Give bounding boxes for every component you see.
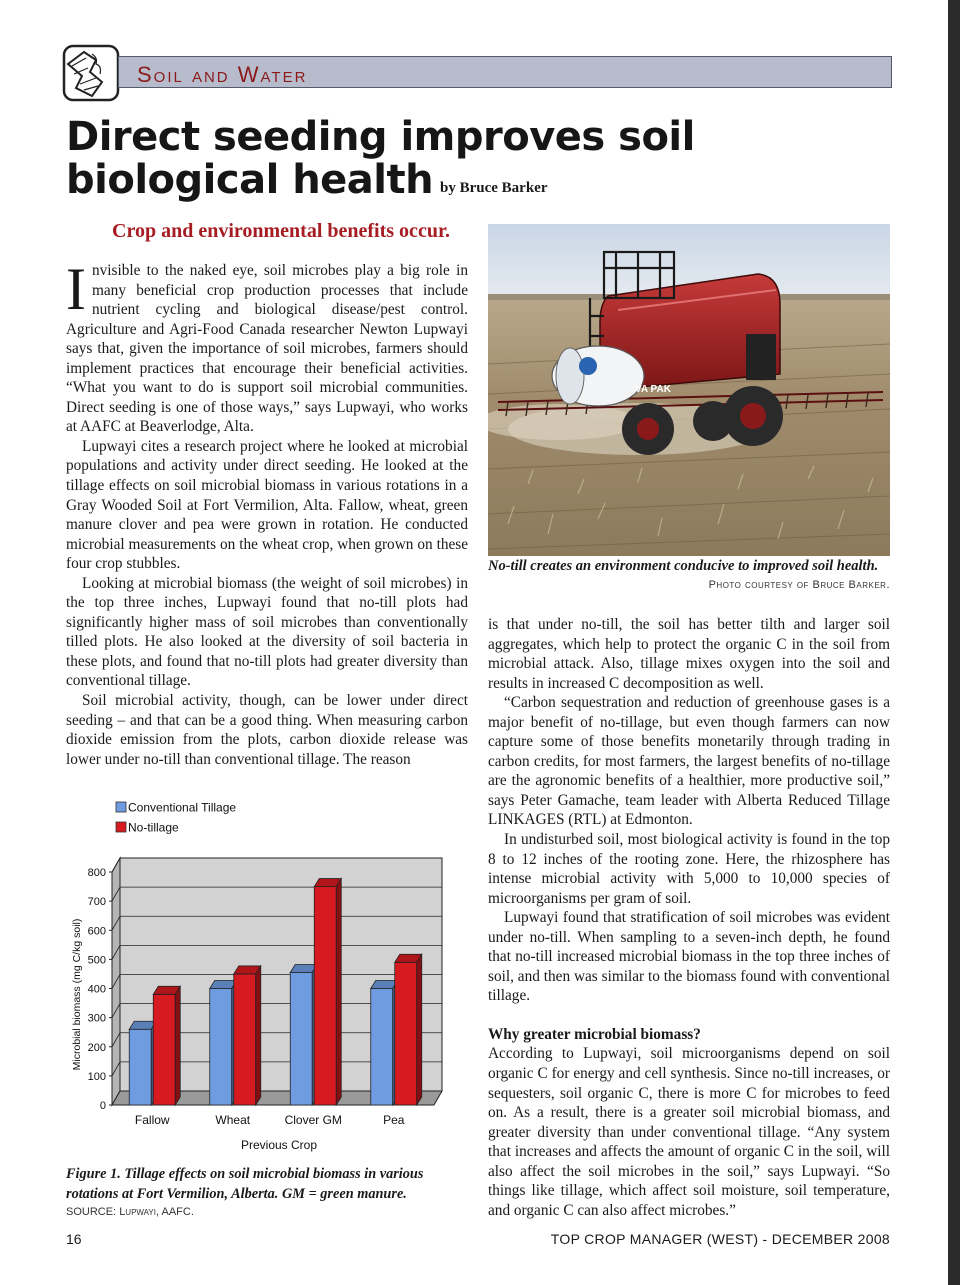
bar-side bbox=[417, 954, 422, 1105]
x-axis-title: Previous Crop bbox=[240, 1138, 318, 1152]
section-header bbox=[62, 44, 892, 104]
paragraph: According to Lupwayi, soil microorganisms depend on soil organic C for energy and cell synthesis. Since no-till increases, or sequesters, soil organic C, there is more C for microbes to feed on. As a result, there is a greater soil microbial biomass, and greater diversity than under conventional tillage. “Any system that increases and affects the amount of organic C in the soil, will also affect the soil microbes in the soil,” says Lupwayi. “So things like tillage, which affect soil moisture, soil temperature, and organic C can also affect microbes.” bbox=[488, 1045, 890, 1219]
article-subhead: Crop and environmental benefits occur. bbox=[112, 220, 450, 242]
section-bar bbox=[118, 56, 892, 88]
y-tick-label: 800 bbox=[87, 867, 106, 879]
photo-caption: No-till creates an environment conducive to improved soil health. bbox=[488, 558, 879, 574]
drop-cap: I bbox=[66, 256, 86, 322]
y-tick-label: 500 bbox=[87, 954, 106, 967]
bar-no-tillage-wheat bbox=[234, 974, 256, 1105]
figure-source-label: SOURCE: bbox=[66, 1206, 117, 1218]
paragraph: Soil microbial activity, though, can be lower under direct seeding – and that can be a good thing. When measuring carbon dioxide emission from the plots, carbon dioxide release was lower under no-till than conventional tillage. The reason bbox=[66, 692, 468, 768]
bar-side bbox=[256, 966, 261, 1105]
y-tick-label: 200 bbox=[87, 1041, 106, 1054]
legend-label: Conventional Tillage bbox=[128, 800, 237, 815]
paragraph: Lupwayi cites a research project where he looked at microbial populations and activity under direct seeding. He looked at the tillage effects on soil microbial biomass in various rotations in a Gray Wooded Soil at Fort Vermilion, Alta. Fallow, wheat, green manure clover and pea were grown in rotation. He conducted microbial measurements on the wheat crop, when grown on these four crop stubbles. bbox=[66, 437, 468, 573]
subsection-heading: Why greater microbial biomass? bbox=[488, 1025, 701, 1043]
paragraph: Lupwayi found that stratification of soil microbes was evident under no-till. When sampling to a seven-inch depth, he found that no-till increased microbial biomass in the top three inches of soil, and then was similar to the biomass found with conventional tillage. bbox=[488, 909, 890, 1005]
x-tick-label: Fallow bbox=[134, 1113, 170, 1127]
legend-swatch bbox=[116, 822, 126, 832]
figure-caption: Figure 1. Tillage effects on soil microbial biomass in various rotations at Fort Vermilion, Alberta. GM = green manure. bbox=[66, 1166, 424, 1202]
chart-plot-area bbox=[71, 858, 442, 1152]
paragraph: In undisturbed soil, most biological activity is found in the top 8 to 12 inches of the rooting zone. Here, the rhizosphere has intense microbial activity with 5,000 to 10,000 species of microorganisms per gram of soil. bbox=[488, 831, 890, 907]
y-tick-label: 300 bbox=[87, 1012, 106, 1025]
page-edge bbox=[948, 0, 960, 1285]
paragraph-intro-text: nvisible to the naked eye, soil microbes play a big role in many beneficial crop production processes that include nutrient cycling and biological disease/pest control. Agriculture and Agri-Food Canada researcher Newton Lupwayi says that, given the importance of soil microbes, farmers should implement practices that encourage their beneficial activities. “What you want to do is support soil microbial communities. Direct seeding is one of those ways,” says Lupwayi, who works at AAFC at Beaverlodge, Alta. bbox=[66, 262, 468, 436]
bar-no-tillage-fallow bbox=[153, 994, 175, 1105]
footer-publication: TOP CROP MANAGER (WEST) - DECEMBER 2008 bbox=[550, 1231, 890, 1247]
tank-label: VA PAK bbox=[635, 384, 671, 395]
x-tick-label: Clover GM bbox=[284, 1113, 342, 1127]
soil-water-logo-icon bbox=[62, 44, 120, 102]
legend-swatch bbox=[116, 802, 126, 812]
air-seeder-illustration bbox=[488, 224, 890, 556]
paragraph-intro bbox=[66, 256, 468, 437]
right-column bbox=[488, 615, 890, 1220]
bar-conventional-tillage-fallow bbox=[129, 1029, 151, 1105]
chart-legend bbox=[116, 801, 236, 835]
photo-credit: Photo courtesy of Bruce Barker. bbox=[708, 579, 890, 591]
seeder-photo bbox=[488, 224, 890, 556]
y-tick-label: 0 bbox=[99, 1100, 106, 1112]
legend-label: No-tillage bbox=[128, 820, 179, 835]
left-column bbox=[66, 256, 468, 769]
bar-conventional-tillage-pea bbox=[371, 989, 393, 1106]
y-tick-label: 600 bbox=[87, 925, 106, 938]
y-tick-label: 100 bbox=[87, 1070, 106, 1083]
y-tick-label: 700 bbox=[87, 896, 106, 909]
headline-line-1: Direct seeding improves soil bbox=[66, 114, 695, 160]
paragraph: Looking at microbial biomass (the weight of soil microbes) in the top three inches, Lupwayi found that no-till plots had significantly higher mass of soil microbes than conventionally tilled plots. He also looked at the diversity of soil bacteria in these plots, and found that no-till plots had greater diversity than conventional tillage. bbox=[66, 574, 468, 690]
figure-source bbox=[66, 1206, 194, 1218]
bar-side bbox=[175, 986, 180, 1105]
microbial-biomass-chart bbox=[66, 792, 476, 1162]
bar-conventional-tillage-clover-gm bbox=[290, 972, 312, 1105]
x-tick-label: Wheat bbox=[215, 1113, 251, 1127]
bar-side bbox=[336, 879, 341, 1105]
page-number: 16 bbox=[66, 1231, 82, 1247]
byline: by Bruce Barker bbox=[440, 180, 548, 196]
paragraph: “Carbon sequestration and reduction of greenhouse gases is a major benefit of no-tillage, but even though farmers can now capture some of those benefits monetarily through trading in carbon credits, for most farmers, the largest benefits of no-tillage are the agronomic benefits of a healthier, more productive soil,” says Peter Gamache, team leader with Alberta Reduced Tillage LINKAGES (RTL) at Edmonton. bbox=[488, 694, 890, 829]
y-tick-label: 400 bbox=[87, 983, 106, 996]
x-tick-label: Pea bbox=[383, 1113, 405, 1127]
paragraph: is that under no-till, the soil has better tilth and larger soil aggregates, which help to protect the organic C in the soil from microbial attack. Also, tillage mixes oxygen into the soil and results in increased C decomposition as well. bbox=[488, 616, 890, 692]
section-title: Soil and Water bbox=[137, 62, 308, 87]
figure-source-text: Lupwayi, AAFC. bbox=[119, 1206, 194, 1218]
bar-no-tillage-pea bbox=[395, 962, 417, 1105]
bar-conventional-tillage-wheat bbox=[210, 989, 232, 1106]
headline-line-2: biological health bbox=[66, 157, 434, 203]
y-axis-title: Microbial biomass (mg C/kg soil) bbox=[71, 918, 83, 1071]
bar-no-tillage-clover-gm bbox=[314, 887, 336, 1105]
